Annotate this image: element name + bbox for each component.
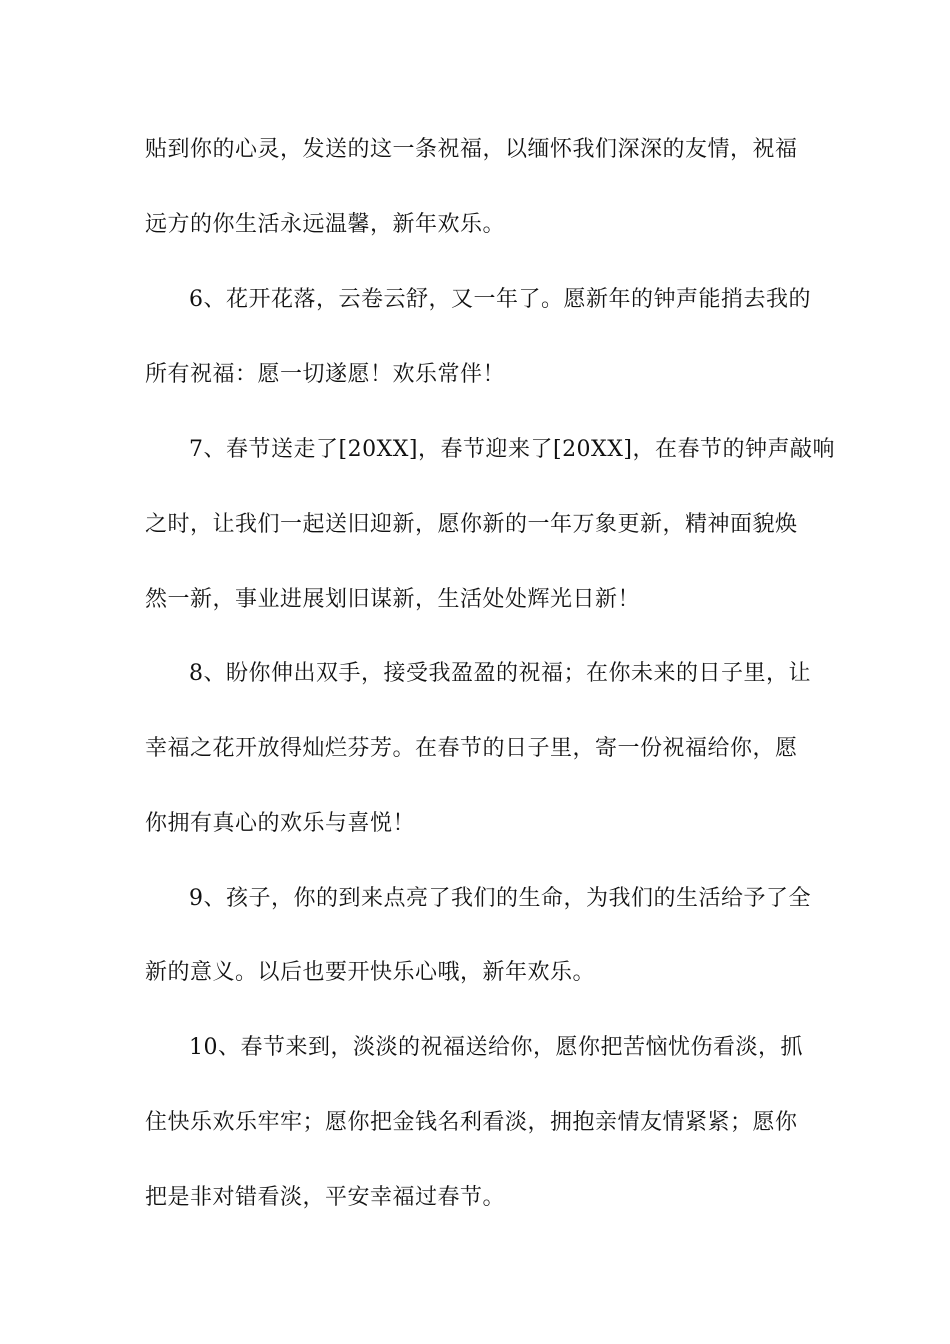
text-line: 幸福之花开放得灿烂芬芳。在春节的日子里，寄一份祝福给你，愿 (145, 736, 798, 761)
list-item-7-line: 7、春节送走了[20XX]，春节迎来了[20XX]，在春节的钟声敲响 (189, 437, 835, 462)
text-line: 之时，让我们一起送旧迎新，愿你新的一年万象更新，精神面貌焕 (145, 512, 798, 537)
list-item-10-line: 10、春节来到，淡淡的祝福送给你，愿你把苦恼忧伤看淡，抓 (189, 1035, 803, 1060)
text-line: 贴到你的心灵，发送的这一条祝福，以缅怀我们深深的友情，祝福 (145, 137, 798, 162)
text-line: 然一新，事业进展划旧谋新，生活处处辉光日新！ (145, 587, 641, 612)
list-item-9-line: 9、孩子，你的到来点亮了我们的生命，为我们的生活给予了全 (189, 886, 811, 911)
text-line: 把是非对错看淡，平安幸福过春节。 (145, 1185, 506, 1210)
text-line: 远方的你生活永远温馨，新年欢乐。 (145, 212, 506, 237)
text-line: 新的意义。以后也要开快乐心哦，新年欢乐。 (145, 960, 596, 985)
list-item-6-line: 6、花开花落，云卷云舒，又一年了。愿新年的钟声能捎去我的 (189, 287, 811, 312)
text-line: 住快乐欢乐牢牢；愿你把金钱名利看淡，拥抱亲情友情紧紧；愿你 (145, 1110, 798, 1135)
list-item-8-line: 8、盼你伸出双手，接受我盈盈的祝福；在你未来的日子里，让 (189, 661, 811, 686)
text-line: 你拥有真心的欢乐与喜悦！ (145, 811, 416, 836)
text-line: 所有祝福：愿一切遂愿！欢乐常伴！ (145, 362, 506, 387)
